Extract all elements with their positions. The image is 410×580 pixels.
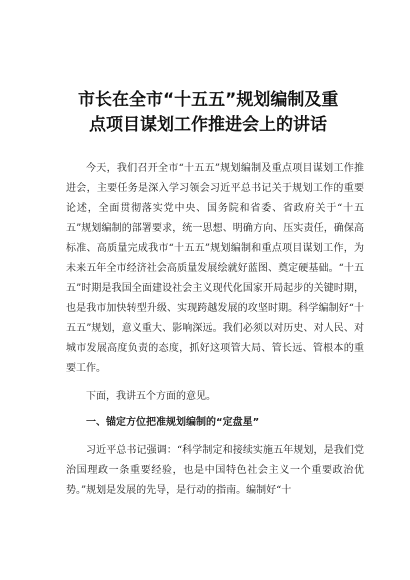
document-title-line1: 市长在全市“十五五”规划编制及重	[78, 90, 339, 110]
transition-paragraph: 下面，我讲五个方面的意见。	[86, 391, 216, 402]
intro-paragraph: 今天，我们召开全市“十五五”规划编制及重点项目谋划工作推进会，主要任务是深入学习领会习近平总书记关于规划工作的重要论述，全面贯彻落实党中央、国务院和省委、省政府关于“十五五”规划编制的部署要求，统一思想、明确方向、压实责任，确保高标准、高质量完成我市“十五五”规划编制和重点项目谋划工作，为未来五年全市经济社会高质量发展绘就好蓝图、奠定硬基础。“十五五”时期是我国全面建设社会主义现代化国家开局起步的关键时期，也是我市加快转型升级、实现跨越发展的攻坚时期。科学编制好“十五五”规划，意义重大、影响深远。我们必须以对历史、对人民、对城市发展高度负责的态度，抓好这项管大局、管长远、管根本的重要工作。	[66, 163, 364, 374]
document-body	[66, 159, 364, 511]
document-title	[78, 88, 378, 138]
document-title-line2: 点项目谋划工作推进会上的讲话	[89, 115, 327, 135]
section-heading-1: 一、锚定方位把准规划编制的“定盘星”	[86, 417, 260, 428]
section1-paragraph: 习近平总书记强调：“科学制定和接续实施五年规划，是我们党治国理政一条重要经验，也是中国特色社会主义一个重要政治优势。”规划是发展的先导，是行动的指南。编制好“十	[66, 445, 364, 496]
